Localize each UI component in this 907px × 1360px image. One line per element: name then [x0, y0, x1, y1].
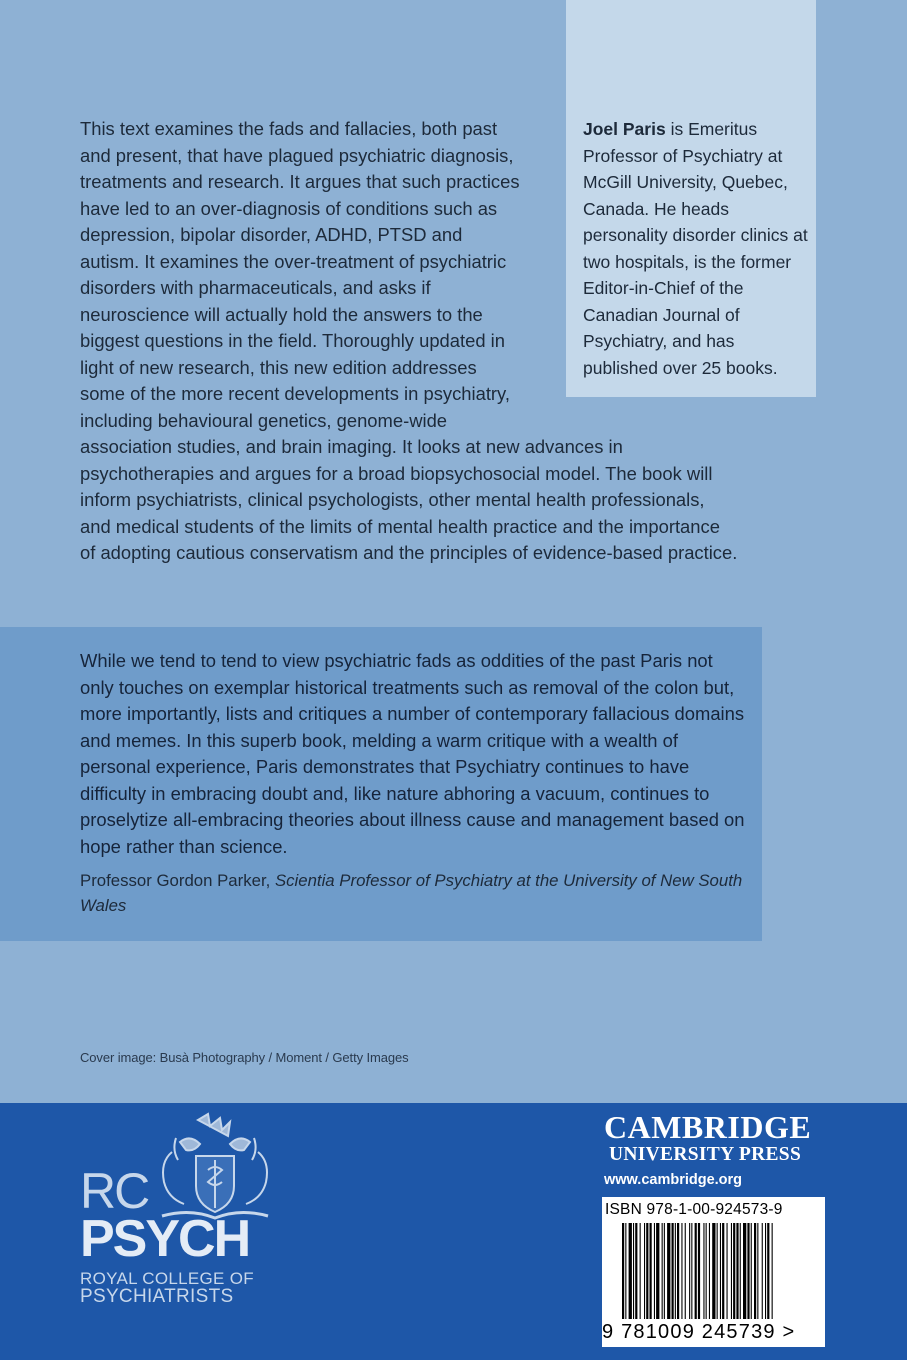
cover-image-credit: Cover image: Busà Photography / Moment / Getty Images [80, 1050, 409, 1065]
barcode-bar [747, 1223, 749, 1319]
rcpsych-psychiatrists: PSYCHIATRISTS [80, 1286, 234, 1307]
blurb-wrap-spacer [524, 116, 740, 434]
barcode-bar [751, 1223, 752, 1319]
barcode-bar [646, 1223, 648, 1319]
barcode-bar [664, 1223, 665, 1319]
barcode-bar [656, 1223, 659, 1319]
barcode-bar [743, 1223, 746, 1319]
review-attribution [80, 868, 745, 918]
publisher-subtitle: UNIVERSITY PRESS [609, 1144, 802, 1165]
publisher-url: www.cambridge.org [604, 1172, 743, 1188]
barcode-bar [767, 1223, 769, 1319]
barcode-bar [650, 1223, 652, 1319]
barcode-bar [622, 1223, 624, 1319]
reviewer-title: Scientia Professor of Psychiatry at the University of New South Wales [80, 871, 743, 915]
book-blurb-text: This text examines the fads and fallacies, both past and present, that have plagued psychiatric diagnosis, treatments and research. It argues that such practices have led to an over-diagnosis of conditions such as depression, bipolar disorder, ADHD, PTSD and autism. It examines the over-treatment of psychiatric disorders with pharmaceuticals, and asks if neuroscience will actually hold the answers to the biggest questions in the field. Thoroughly updated in light of new research, this new edition addresses some of the more recent developments in psychiatry, including behavioural genetics, genome-wide association studies, and brain imaging. It looks at new advances in psychotherapies and argues for a broad biopsychosocial model. The book will inform psychiatrists, clinical psychologists, other mental health professionals, and medical students of the limits of mental health practice and the importance of adopting cautious conservatism and the principles of evidence-based practice. [80, 118, 738, 563]
barcode-bar [644, 1223, 645, 1319]
barcode-bar [625, 1223, 626, 1319]
barcode-bar [765, 1223, 766, 1319]
rcpsych-rc: RC [80, 1163, 149, 1219]
barcode-bar [675, 1223, 676, 1319]
barcode-bar [635, 1223, 637, 1319]
barcode-bar [709, 1223, 710, 1319]
barcode-bar [772, 1223, 773, 1319]
publisher-logo [604, 1110, 811, 1190]
barcode-bar [695, 1223, 697, 1319]
barcode-bar [691, 1223, 692, 1319]
book-blurb [80, 116, 740, 567]
barcode-bar [733, 1223, 735, 1319]
barcode-bar [720, 1223, 721, 1319]
barcode-bar [667, 1223, 670, 1319]
barcode-bar [757, 1223, 758, 1319]
rcpsych-psych: PSYCH [80, 1210, 250, 1268]
barcode-bar [717, 1223, 718, 1319]
barcode-bar [633, 1223, 634, 1319]
barcode-bar [722, 1223, 724, 1319]
barcode-bar [672, 1223, 674, 1319]
barcode-bar [706, 1223, 707, 1319]
barcode-bar [629, 1223, 632, 1319]
isbn-barcode [602, 1197, 825, 1347]
barcode-bar [662, 1223, 663, 1319]
rcpsych-royal-college: ROYAL COLLEGE OF [80, 1269, 254, 1288]
rcpsych-logo [80, 1163, 254, 1307]
isbn-label: ISBN 978-1-00-924573-9 [605, 1201, 783, 1218]
author-name: Joel Paris [583, 119, 666, 139]
publisher-name: CAMBRIDGE [604, 1109, 812, 1145]
barcode-bar [698, 1223, 700, 1319]
barcode-bar [654, 1223, 655, 1319]
barcode-bar [727, 1223, 728, 1319]
barcode-bar [677, 1223, 679, 1319]
barcode-bar [731, 1223, 732, 1319]
review-quote: While we tend to tend to view psychiatric fads as oddities of the past Paris not only touches on exemplar historical treatments such as removal of the colon but, more importantly, lists and critiques a number of contemporary fallacious domains and memes. In this superb book, melding a warm critique with a wealth of personal experience, Paris demonstrates that Psychiatry continues to have difficulty in embracing doubt and, like nature abhoring a vacuum, continues to proselytize all-embracing theories about illness cause and management based on hope rather than science. [80, 650, 745, 857]
barcode-bar [681, 1223, 682, 1319]
barcode-bar [754, 1223, 756, 1319]
barcode-bar [640, 1223, 641, 1319]
isbn-digits: 9 781009 245739 > [602, 1321, 796, 1343]
barcode-bar [740, 1223, 741, 1319]
barcode-bar [762, 1223, 763, 1319]
barcode-bar [703, 1223, 704, 1319]
barcode-bar [689, 1223, 690, 1319]
reviewer-name: Professor Gordon Parker, [80, 871, 275, 890]
barcode-bar [736, 1223, 738, 1319]
barcode-bar [685, 1223, 686, 1319]
author-bio-text: is Emeritus Professor of Psychiatry at McGill University, Quebec, Canada. He heads personality disorder clinics at two hospitals, is the former Editor-in-Chief of the Canadian Journal of Psychiatry, and has published over 25 books. [583, 119, 808, 378]
barcode-bar [712, 1223, 715, 1319]
